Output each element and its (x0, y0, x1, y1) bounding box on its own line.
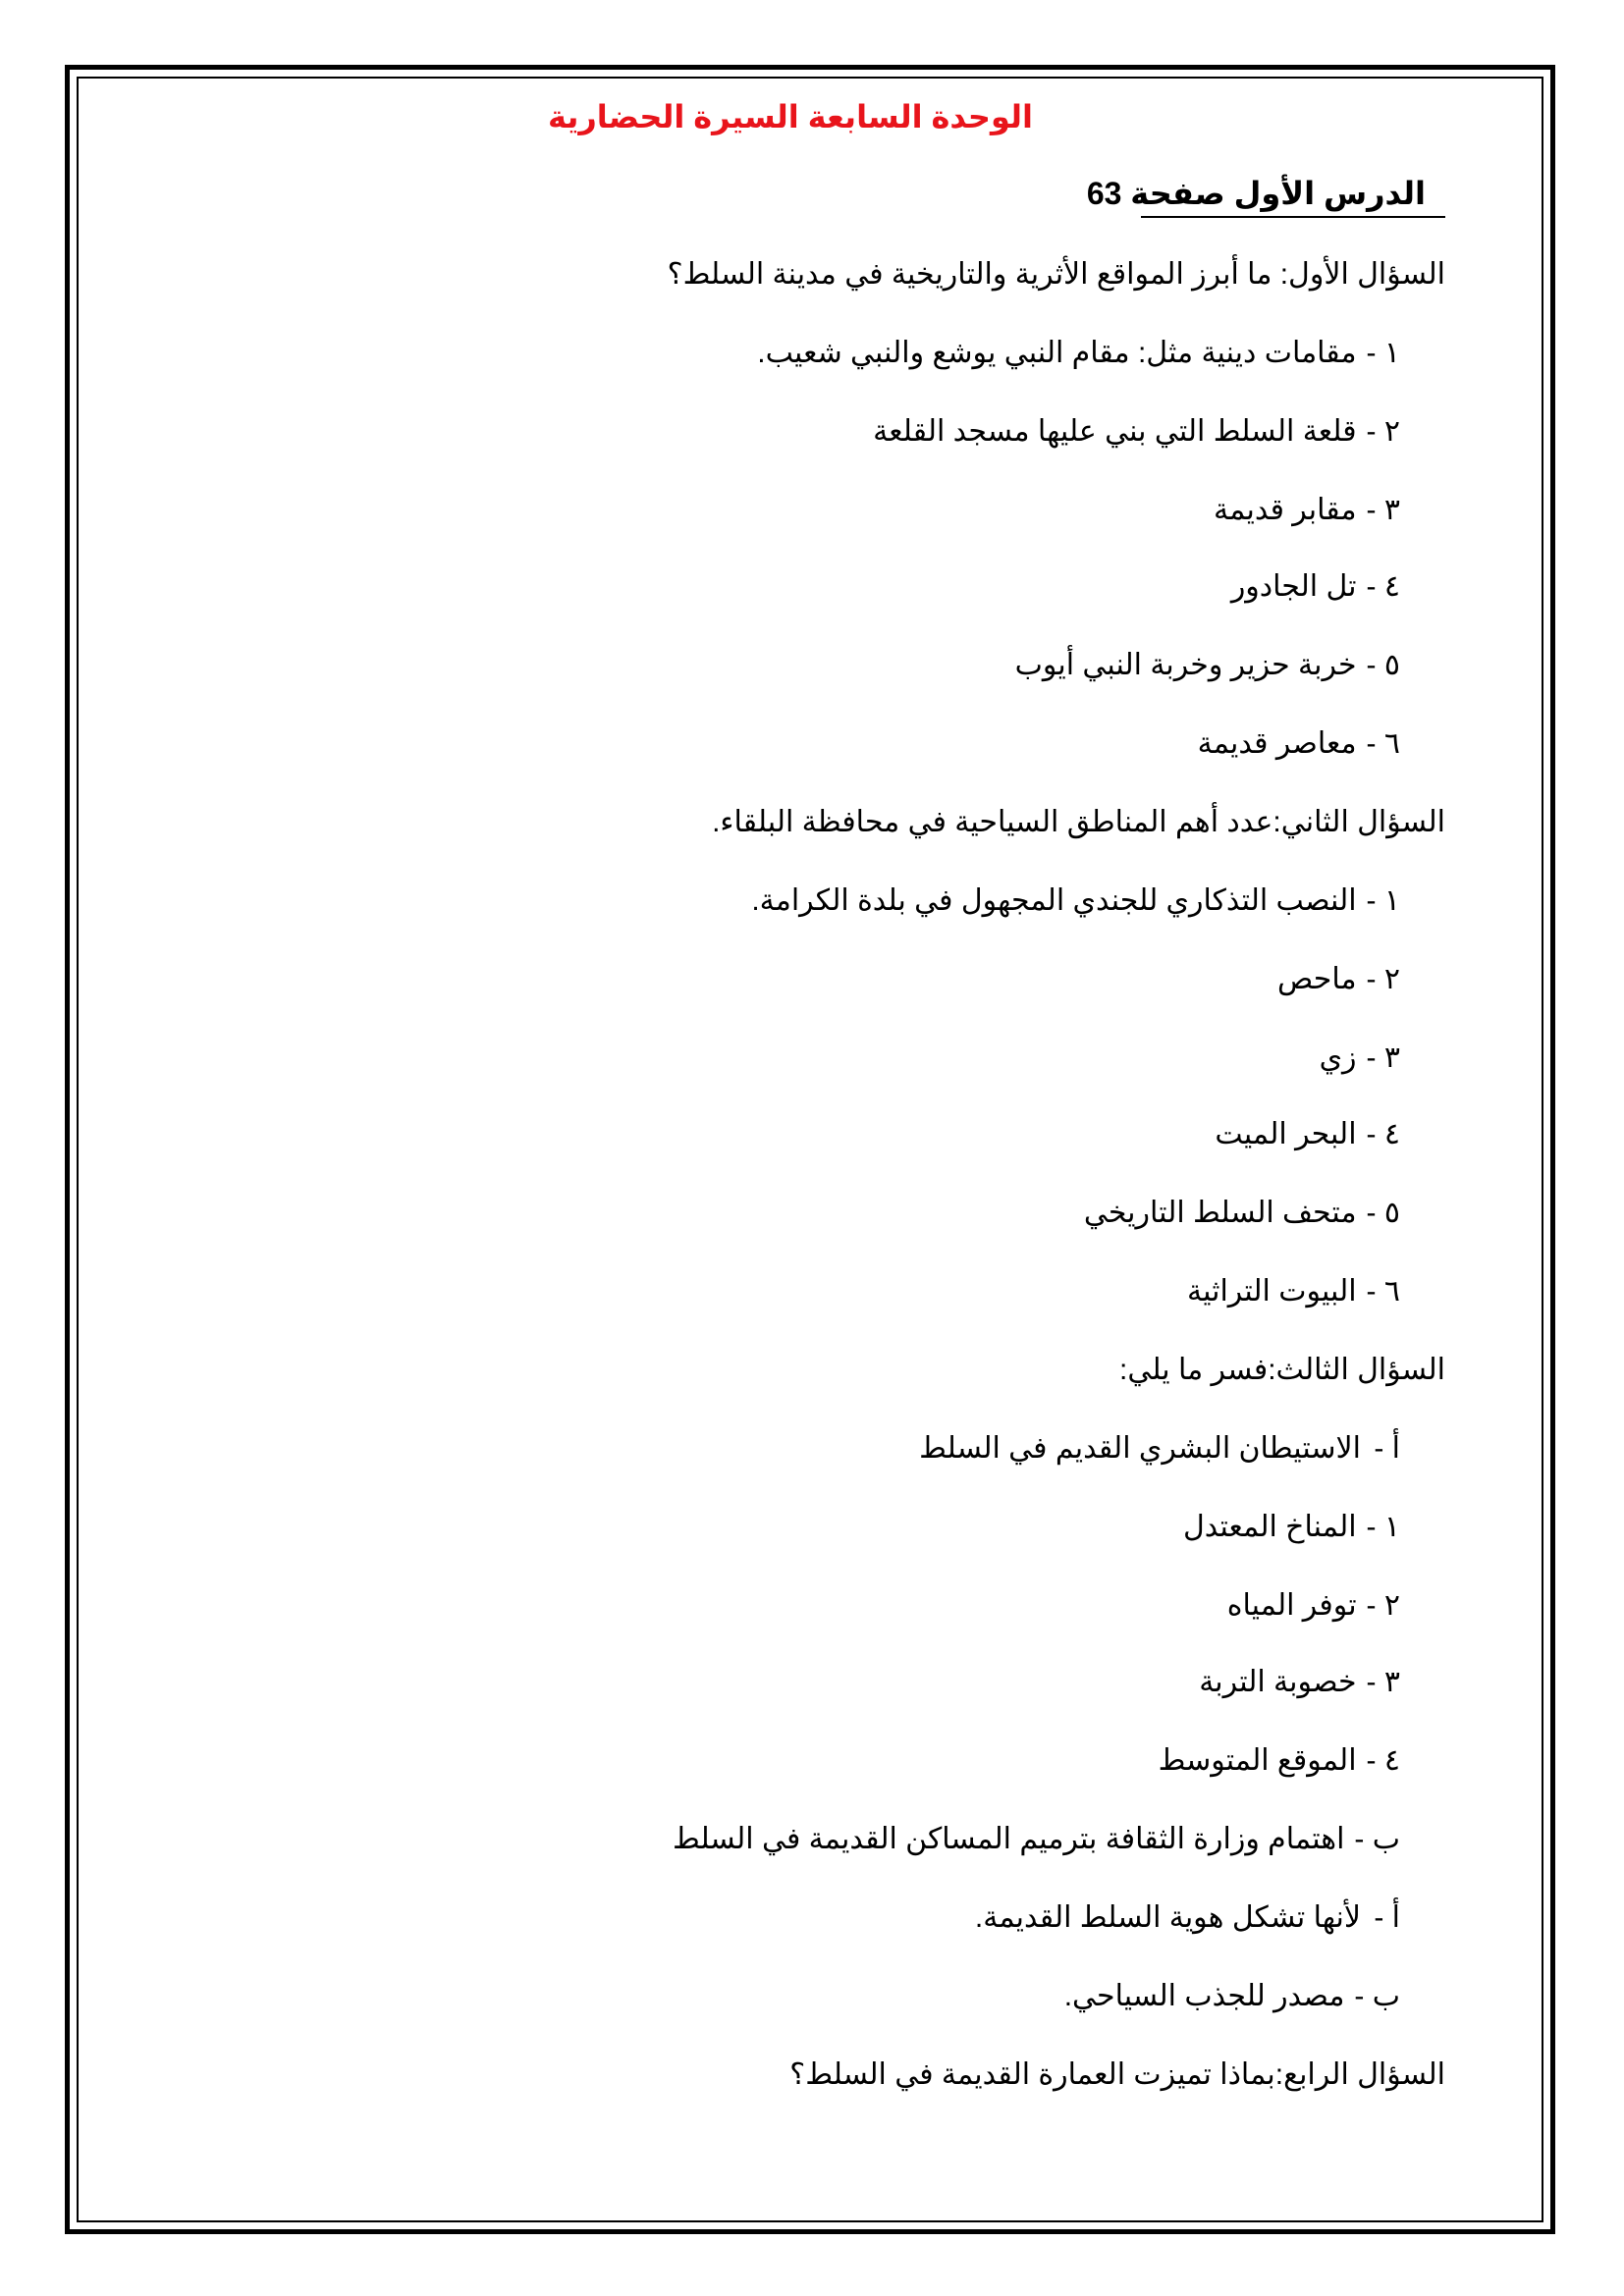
item-number: ٢ - (1366, 415, 1400, 448)
answer-item: ٦ -معاصر قديمة (1198, 724, 1400, 764)
item-number: ٦ - (1366, 1275, 1400, 1308)
answer-item: ١ -المناخ المعتدل (1183, 1508, 1400, 1547)
question-line: السؤال الأول: ما أبرز المواقع الأثرية والتاريخية في مدينة السلط؟ (667, 258, 1445, 291)
answer-item: أ -لأنها تشكل هوية السلط القديمة. (975, 1898, 1400, 1938)
answer-item: ٥ -خربة حزير وخربة النبي أيوب (1015, 646, 1400, 685)
answer-item: ٢ -توفر المياه (1227, 1586, 1400, 1626)
item-number: ب - (1354, 1980, 1400, 2012)
item-number: أ - (1374, 1432, 1400, 1465)
unit-title: الوحدة السابعة السيرة الحضارية (547, 99, 1033, 134)
answer-item: ٤ -البحر الميت (1215, 1115, 1400, 1154)
item-number: ٤ - (1366, 570, 1400, 603)
item-number: أ - (1374, 1901, 1400, 1934)
question-line: السؤال الرابع:بماذا تميزت العمارة القديمة في السلط؟ (789, 2058, 1445, 2091)
answer-item: ٢ -قلعة السلط التي بني عليها مسجد القلعة (873, 412, 1400, 452)
lesson-title: الدرس الأول صفحة 63 (1141, 175, 1445, 218)
item-number: ٤ - (1366, 1118, 1400, 1150)
answer-item: ٦ -البيوت التراثية (1187, 1272, 1400, 1311)
answer-item: ١ -النصب التذكاري للجندي المجهول في بلدة الكرامة. (751, 881, 1400, 921)
item-number: ٣ - (1366, 494, 1400, 526)
item-number: ٢ - (1366, 963, 1400, 995)
item-number: ١ - (1366, 337, 1400, 369)
answer-item: ٤ -الموقع المتوسط (1159, 1741, 1400, 1781)
answer-item: ب -مصدر للجذب السياحي. (1064, 1977, 1400, 2016)
answer-item: ١ -مقامات دينية مثل: مقام النبي يوشع والنبي شعيب. (757, 334, 1400, 373)
item-number: ٣ - (1366, 1041, 1400, 1074)
item-number: ١ - (1366, 884, 1400, 917)
answer-item: ٣ -خصوبة التربة (1199, 1663, 1400, 1702)
question-line: السؤال الثالث:فسر ما يلي: (1119, 1354, 1445, 1386)
answer-item: ٢ -ماحص (1277, 960, 1400, 999)
item-number: ٥ - (1366, 1197, 1400, 1229)
item-number: ٥ - (1366, 649, 1400, 681)
answer-item: ب -اهتمام وزارة الثقافة بترميم المساكن القديمة في السلط (673, 1820, 1400, 1859)
answer-item: ٥ -متحف السلط التاريخي (1084, 1194, 1400, 1233)
item-number: ٢ - (1366, 1589, 1400, 1622)
item-number: ب - (1354, 1823, 1400, 1855)
answer-item: أ -الاستيطان البشري القديم في السلط (919, 1429, 1400, 1468)
answer-item: ٣ -مقابر قديمة (1214, 491, 1400, 530)
item-number: ٣ - (1366, 1666, 1400, 1698)
answer-item: ٣ -زي (1320, 1039, 1400, 1078)
item-number: ١ - (1366, 1511, 1400, 1543)
item-number: ٦ - (1366, 727, 1400, 760)
answer-item: ٤ -تل الجادور (1231, 567, 1400, 607)
question-line: السؤال الثاني:عدد أهم المناطق السياحية في محافظة البلقاء. (712, 806, 1445, 838)
item-number: ٤ - (1366, 1744, 1400, 1777)
